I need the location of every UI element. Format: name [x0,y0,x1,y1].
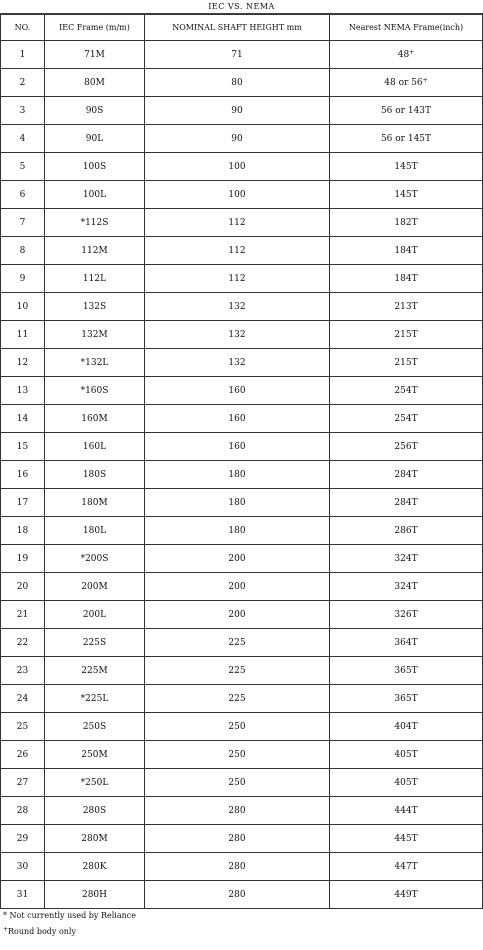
cell-nema-frame [330,573,483,601]
cell-no [1,657,45,685]
cell-iec-frame [45,713,145,741]
cell-no-text: 27 [16,777,29,788]
cell-nema-frame [330,405,483,433]
table-row [1,237,483,265]
header-row [1,15,483,41]
cell-shaft-height [145,797,330,825]
cell-no [1,601,45,629]
cell-iec-frame [45,125,145,153]
cell-shaft-height [145,377,330,405]
cell-iec-frame [45,349,145,377]
cell-nema-frame-text: 445T [394,833,418,844]
cell-no [1,853,45,881]
cell-no-text: 26 [16,749,29,760]
cell-shaft-height-text: 112 [228,273,246,284]
cell-no-text: 14 [16,413,29,424]
cell-no-text: 5 [19,161,26,172]
table-row [1,153,483,181]
cell-no-text: 21 [16,609,29,620]
cell-no [1,685,45,713]
cell-iec-frame-text: 132S [82,301,107,312]
cell-no-text: 20 [16,581,29,592]
cell-nema-frame [330,433,483,461]
cell-no [1,405,45,433]
plus-mark: + [422,77,428,84]
cell-nema-frame [330,545,483,573]
cell-nema-frame-text: 324T [394,553,418,564]
cell-shaft-height-text: 225 [228,665,246,676]
cell-shaft-height [145,181,330,209]
cell-shaft-height-text: 71 [231,49,243,60]
cell-nema-frame [330,881,483,909]
cell-nema-frame-text: 256T [394,441,418,452]
table-row [1,321,483,349]
cell-no [1,573,45,601]
cell-iec-frame [45,405,145,433]
table-row [1,825,483,853]
cell-no [1,293,45,321]
cell-no [1,489,45,517]
cell-nema-frame-text: 56 or 145T [380,133,432,144]
cell-shaft-height [145,69,330,97]
cell-nema-frame-text: 56 or 143T [380,105,432,116]
table-row [1,573,483,601]
cell-shaft-height [145,881,330,909]
cell-shaft-height [145,713,330,741]
cell-iec-frame [45,741,145,769]
cell-no [1,209,45,237]
cell-no-text: 24 [16,693,29,704]
table-row [1,517,483,545]
cell-shaft-height [145,461,330,489]
table-body [1,41,483,909]
cell-nema-frame [330,797,483,825]
cell-shaft-height [145,545,330,573]
cell-shaft-height [145,321,330,349]
cell-shaft-height [145,573,330,601]
cell-nema-frame [330,377,483,405]
cell-shaft-height-text: 90 [231,105,243,116]
cell-iec-frame-text: *112S [80,217,109,228]
cell-shaft-height-text: 250 [228,749,246,760]
cell-shaft-height [145,601,330,629]
cell-iec-frame [45,181,145,209]
cell-shaft-height-text: 160 [228,385,246,396]
cell-iec-frame [45,237,145,265]
cell-no-text: 19 [16,553,29,564]
cell-iec-frame-text: 225S [82,637,107,648]
cell-no [1,237,45,265]
cell-no [1,181,45,209]
cell-nema-frame-text: 215T [394,329,418,340]
cell-shaft-height-text: 225 [228,637,246,648]
cell-shaft-height [145,349,330,377]
cell-no-text: 25 [16,721,29,732]
cell-nema-frame-text: 184T [394,245,418,256]
cell-no-text: 15 [16,441,29,452]
cell-no-text: 31 [16,889,29,900]
cell-shaft-height [145,209,330,237]
cell-iec-frame [45,293,145,321]
cell-shaft-height [145,293,330,321]
cell-shaft-height [145,741,330,769]
cell-iec-frame-text: 280H [81,889,108,900]
cell-nema-frame-text: 365T [394,665,418,676]
cell-no-text: 6 [19,189,26,200]
cell-iec-frame [45,41,145,69]
table-row [1,797,483,825]
cell-iec-frame-text: *250L [80,777,109,788]
cell-no-text: 9 [19,273,26,284]
cell-iec-frame-text: *132L [80,357,109,368]
footnote-round-body [3,923,483,937]
cell-nema-frame [330,657,483,685]
table-row [1,265,483,293]
cell-no-text: 29 [16,833,29,844]
cell-shaft-height-text: 180 [228,497,246,508]
cell-nema-frame-text: 286T [394,525,418,536]
cell-nema-frame [330,293,483,321]
cell-iec-frame-text: *160S [80,385,109,396]
footnote-round-body-text: Round body only [8,927,77,936]
table-row [1,601,483,629]
cell-shaft-height [145,433,330,461]
cell-no [1,461,45,489]
cell-iec-frame [45,377,145,405]
cell-shaft-height-text: 132 [228,301,246,312]
cell-nema-frame [330,349,483,377]
cell-iec-frame-text: 225M [81,665,108,676]
cell-no-text: 17 [16,497,29,508]
cell-no-text: 8 [19,245,26,256]
cell-shaft-height [145,629,330,657]
cell-iec-frame-text: 200L [82,609,107,620]
cell-iec-frame-text: *200S [80,553,109,564]
table-row [1,769,483,797]
footnote-not-used: * Not currently used by Reliance [3,911,136,920]
cell-nema-frame [330,97,483,125]
cell-no-text: 7 [19,217,26,228]
cell-iec-frame-text: 132M [81,329,108,340]
cell-nema-frame [330,853,483,881]
cell-no [1,97,45,125]
cell-shaft-height-text: 90 [231,133,243,144]
cell-iec-frame-text: 180M [81,497,108,508]
cell-nema-frame-text: 215T [394,357,418,368]
cell-nema-frame-text: 365T [394,693,418,704]
cell-nema-frame-text: 405T [394,749,418,760]
header-shaft-height: NOMINAL SHAFT HEIGHT mm [145,15,330,41]
cell-iec-frame [45,69,145,97]
table-row [1,853,483,881]
cell-shaft-height [145,769,330,797]
cell-nema-frame [330,825,483,853]
cell-shaft-height-text: 200 [228,581,246,592]
cell-shaft-height [145,853,330,881]
cell-shaft-height [145,153,330,181]
cell-iec-frame-text: 112M [81,245,108,256]
cell-no [1,881,45,909]
table-row [1,349,483,377]
cell-nema-frame [330,713,483,741]
cell-iec-frame [45,825,145,853]
cell-nema-frame-text: 326T [394,609,418,620]
cell-nema-frame [330,685,483,713]
cell-no-text: 16 [16,469,29,480]
cell-no [1,629,45,657]
cell-shaft-height [145,97,330,125]
cell-nema-frame-text: 145T [394,161,418,172]
cell-shaft-height-text: 100 [228,161,246,172]
cell-nema-frame-text: 284T [394,497,418,508]
cell-nema-frame [330,125,483,153]
table-row [1,41,483,69]
table-row [1,629,483,657]
cell-shaft-height-text: 160 [228,441,246,452]
cell-nema-frame [330,517,483,545]
cell-shaft-height-text: 200 [228,609,246,620]
cell-no [1,797,45,825]
cell-shaft-height [145,489,330,517]
cell-nema-frame [330,265,483,293]
cell-iec-frame-text: 280S [82,805,107,816]
cell-no [1,713,45,741]
table-title: IEC VS. NEMA [0,0,483,14]
header-nema-frame: Nearest NEMA Frame(inch) [330,15,483,41]
cell-no [1,265,45,293]
cell-no [1,769,45,797]
cell-nema-frame [330,741,483,769]
cell-iec-frame-text: 100S [82,161,107,172]
table-row [1,125,483,153]
cell-nema-frame-text: 449T [394,889,418,900]
cell-no-text: 22 [16,637,29,648]
cell-shaft-height-text: 112 [228,245,246,256]
table-row [1,293,483,321]
cell-iec-frame [45,685,145,713]
cell-no-text: 28 [16,805,29,816]
header-iec-frame: IEC Frame (m/m) [45,15,145,41]
cell-no [1,69,45,97]
cell-no-text: 23 [16,665,29,676]
cell-nema-frame-text: 447T [394,861,418,872]
table-row [1,433,483,461]
cell-no [1,741,45,769]
cell-shaft-height [145,125,330,153]
cell-iec-frame-text: 160L [82,441,107,452]
cell-shaft-height-text: 280 [228,889,246,900]
cell-nema-frame-text: 405T [394,777,418,788]
table-row [1,545,483,573]
cell-no [1,377,45,405]
cell-shaft-height-text: 80 [231,77,243,88]
cell-shaft-height [145,237,330,265]
cell-iec-frame-text: 100L [82,189,107,200]
cell-nema-frame [330,69,483,97]
cell-no-text: 4 [19,133,26,144]
cell-shaft-height-text: 280 [228,805,246,816]
cell-iec-frame-text: 180S [82,469,107,480]
cell-iec-frame [45,797,145,825]
cell-shaft-height [145,405,330,433]
cell-no-text: 3 [19,105,26,116]
cell-nema-frame-text: 184T [394,273,418,284]
cell-nema-frame-text: 324T [394,581,418,592]
cell-no-text: 13 [16,385,29,396]
cell-no [1,433,45,461]
cell-no [1,825,45,853]
header-no: NO. [1,15,45,41]
cell-no-text: 12 [16,357,29,368]
cell-iec-frame [45,97,145,125]
table-row [1,405,483,433]
cell-nema-frame-text: 213T [394,301,418,312]
cell-shaft-height-text: 225 [228,693,246,704]
cell-nema-frame [330,209,483,237]
cell-iec-frame [45,461,145,489]
cell-iec-frame-text: 90L [85,133,104,144]
cell-no [1,545,45,573]
cell-nema-frame [330,489,483,517]
cell-iec-frame-text: 112L [82,273,107,284]
cell-iec-frame-text: 90S [85,105,104,116]
cell-iec-frame [45,489,145,517]
cell-iec-frame [45,769,145,797]
cell-nema-frame-text: 254T [394,385,418,396]
cell-nema-frame [330,321,483,349]
cell-iec-frame [45,209,145,237]
iec-nema-table [0,14,483,909]
table-row [1,461,483,489]
cell-shaft-height-text: 160 [228,413,246,424]
cell-iec-frame [45,545,145,573]
cell-shaft-height [145,41,330,69]
cell-shaft-height-text: 132 [228,329,246,340]
cell-iec-frame [45,321,145,349]
table-row [1,685,483,713]
plus-mark: + [409,49,415,56]
cell-iec-frame [45,573,145,601]
cell-shaft-height-text: 132 [228,357,246,368]
cell-shaft-height-text: 280 [228,833,246,844]
cell-no [1,349,45,377]
cell-shaft-height-text: 250 [228,721,246,732]
cell-no-text: 2 [19,77,26,88]
cell-iec-frame-text: 80M [84,77,105,88]
cell-nema-frame-text: 444T [394,805,418,816]
cell-shaft-height-text: 200 [228,553,246,564]
cell-iec-frame [45,629,145,657]
cell-nema-frame [330,41,483,69]
cell-shaft-height-text: 280 [228,861,246,872]
cell-nema-frame-text: 48 [397,50,410,60]
cell-shaft-height [145,825,330,853]
cell-nema-frame-text: 254T [394,413,418,424]
cell-iec-frame-text: 180L [82,525,107,536]
cell-iec-frame-text: 250M [81,749,108,760]
cell-nema-frame [330,629,483,657]
table-row [1,377,483,405]
cell-shaft-height-text: 250 [228,777,246,788]
cell-iec-frame-text: 250S [82,721,107,732]
cell-nema-frame [330,769,483,797]
table-row [1,489,483,517]
cell-shaft-height [145,517,330,545]
cell-iec-frame-text: 71M [84,49,105,60]
cell-nema-frame-text: 48 or 56 [384,78,423,88]
cell-iec-frame-text: *225L [80,693,109,704]
cell-no [1,125,45,153]
cell-shaft-height-text: 100 [228,189,246,200]
cell-shaft-height-text: 180 [228,525,246,536]
cell-shaft-height-text: 112 [228,217,246,228]
cell-iec-frame [45,153,145,181]
cell-nema-frame-text: 145T [394,189,418,200]
cell-iec-frame [45,657,145,685]
cell-no [1,517,45,545]
table-row [1,69,483,97]
cell-nema-frame [330,461,483,489]
cell-no-text: 10 [16,301,29,312]
cell-shaft-height [145,657,330,685]
table-row [1,657,483,685]
cell-no-text: 30 [16,861,29,872]
cell-iec-frame [45,853,145,881]
plus-mark: + [3,926,9,933]
cell-no [1,41,45,69]
cell-iec-frame [45,517,145,545]
cell-no-text: 18 [16,525,29,536]
table-row [1,181,483,209]
table-row [1,97,483,125]
table-row [1,209,483,237]
cell-iec-frame [45,881,145,909]
cell-iec-frame-text: 200M [81,581,108,592]
cell-nema-frame-text: 182T [394,217,418,228]
cell-nema-frame-text: 284T [394,469,418,480]
cell-no-text: 11 [16,329,29,340]
cell-nema-frame [330,181,483,209]
cell-iec-frame-text: 160M [81,413,108,424]
cell-nema-frame [330,601,483,629]
cell-shaft-height [145,685,330,713]
cell-no [1,321,45,349]
table-row [1,741,483,769]
cell-iec-frame [45,601,145,629]
cell-iec-frame [45,433,145,461]
table-row [1,713,483,741]
cell-nema-frame-text: 404T [394,721,418,732]
table-row [1,881,483,909]
cell-iec-frame [45,265,145,293]
cell-shaft-height-text: 180 [228,469,246,480]
cell-iec-frame-text: 280K [82,861,107,872]
cell-iec-frame-text: 280M [81,833,108,844]
cell-nema-frame [330,237,483,265]
cell-no-text: 1 [19,49,26,60]
cell-no [1,153,45,181]
cell-nema-frame-text: 364T [394,637,418,648]
cell-nema-frame [330,153,483,181]
cell-shaft-height [145,265,330,293]
footnotes [0,909,483,937]
